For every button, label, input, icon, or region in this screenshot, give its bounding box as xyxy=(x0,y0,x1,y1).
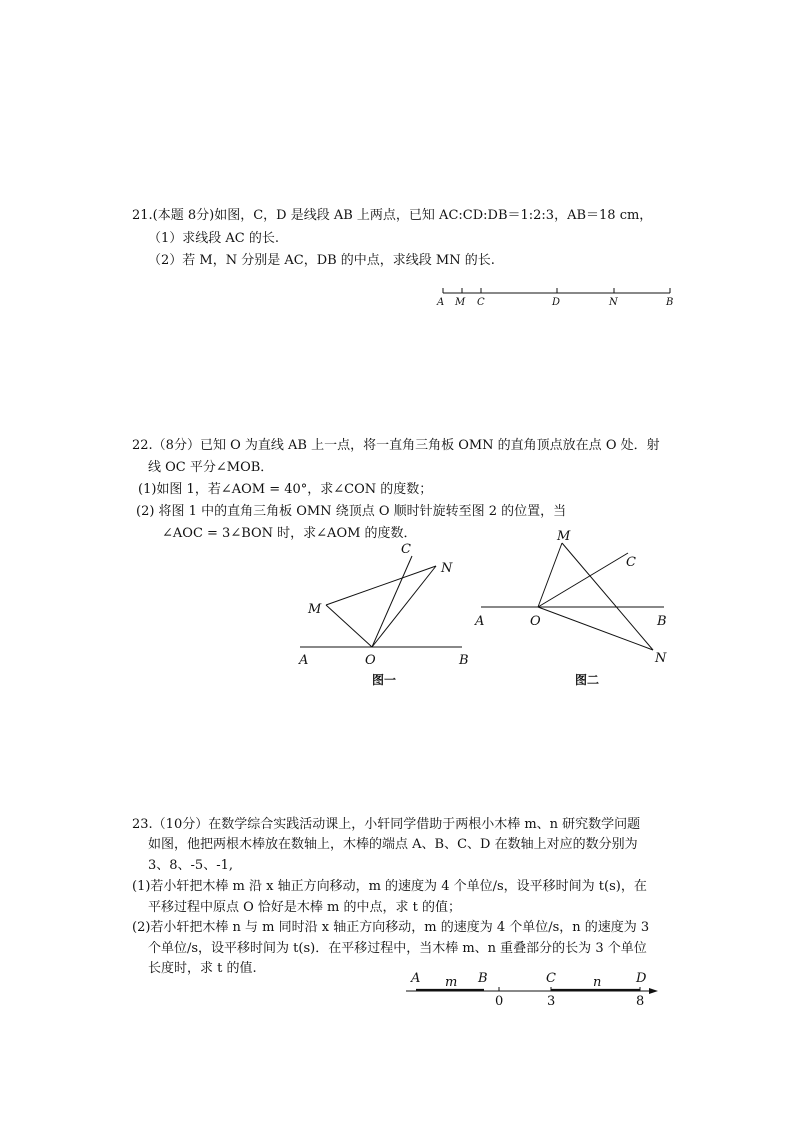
fig2-label-n: N xyxy=(655,651,667,666)
label-c: C xyxy=(477,297,485,308)
fig2-label-o: O xyxy=(530,614,541,629)
nl-tick-3: 3 xyxy=(547,994,556,1009)
q21-line-2: （1）求线段 AC 的长. xyxy=(148,231,280,246)
arrow-right-icon xyxy=(649,988,658,994)
nl-label-b: B xyxy=(478,971,488,986)
fig1-label-n: N xyxy=(441,561,453,576)
label-n: N xyxy=(609,297,618,308)
fig2-label-a: A xyxy=(475,614,485,629)
nl-label-d: D xyxy=(636,971,647,986)
q21-line-1: 21.(本题 8分)如图，C，D 是线段 AB 上两点，已知 AC:CD:DB＝1:2:3，AB＝18 cm， xyxy=(132,208,653,223)
nl-tick-8: 8 xyxy=(636,994,645,1009)
q22-line-4: (2) 将图 1 中的直角三角板 OMN 绕顶点 O 顺时针旋转至图 2 的位置，当 xyxy=(136,504,567,519)
q22-line-3: (1)如图 1，若∠AOM = 40°，求∠CON 的度数； xyxy=(138,482,433,497)
label-b: B xyxy=(666,297,674,308)
fig2-caption: 图二 xyxy=(575,673,600,687)
q22-line-2: 线 OC 平分∠MOB． xyxy=(148,460,274,475)
q23-line-5: 平移过程中原点 O 恰好是木棒 m 的中点，求 t 的值； xyxy=(148,900,462,915)
q23-line-2: 如图，他把两根木棒放在数轴上，木棒的端点 A、B、C、D 在数轴上对应的数分别为 xyxy=(148,837,638,852)
nl-label-m: m xyxy=(445,975,458,990)
fig1-label-o: O xyxy=(365,653,376,668)
q22-line-1: 22.（8分）已知 O 为直线 AB 上一点，将一直角三角板 OMN 的直角顶点放在点 O 处．射 xyxy=(132,438,660,453)
fig1-label-a: A xyxy=(299,653,309,668)
label-a: A xyxy=(437,297,445,308)
q23-line-6: (2)若小轩把木棒 n 与 m 同时沿 x 轴正方向移动，m 的速度为 4 个单位/s，n 的速度为 3 xyxy=(132,920,650,935)
fig1-label-c: C xyxy=(401,542,411,557)
nl-label-c: C xyxy=(546,971,556,986)
fig2-label-m: M xyxy=(557,529,571,544)
fig1-label-m: M xyxy=(308,602,322,617)
fig2-label-c: C xyxy=(626,555,636,570)
q23-line-8: 长度时，求 t 的值. xyxy=(148,961,257,976)
q23-line-1: 23.（10分）在数学综合实践活动课上，小轩同学借助于两根小木棒 m、n 研究数学问题 xyxy=(132,817,641,832)
label-m: M xyxy=(455,297,466,308)
label-d: D xyxy=(552,297,561,308)
fig1-caption: 图一 xyxy=(372,673,397,687)
q22-line-5: ∠AOC = 3∠BON 时，求∠AOM 的度数． xyxy=(162,526,417,541)
fig2-label-b: B xyxy=(657,614,667,629)
nl-tick-0: 0 xyxy=(495,994,504,1009)
nl-label-n: n xyxy=(593,975,602,990)
q21-line-3: （2）若 M，N 分别是 AC，DB 的中点，求线段 MN 的长. xyxy=(148,253,495,268)
q23-line-4: (1)若小轩把木棒 m 沿 x 轴正方向移动，m 的速度为 4 个单位/s，设平移时间为 t(s)，在 xyxy=(132,879,647,894)
q23-line-7: 个单位/s，设平移时间为 t(s)．在平移过程中，当木棒 m、n 重叠部分的长为 3 个单位 xyxy=(148,941,647,956)
q23-line-3: 3、8、-5、-1, xyxy=(148,858,234,873)
nl-label-a: A xyxy=(411,971,421,986)
fig1-label-b: B xyxy=(459,653,469,668)
